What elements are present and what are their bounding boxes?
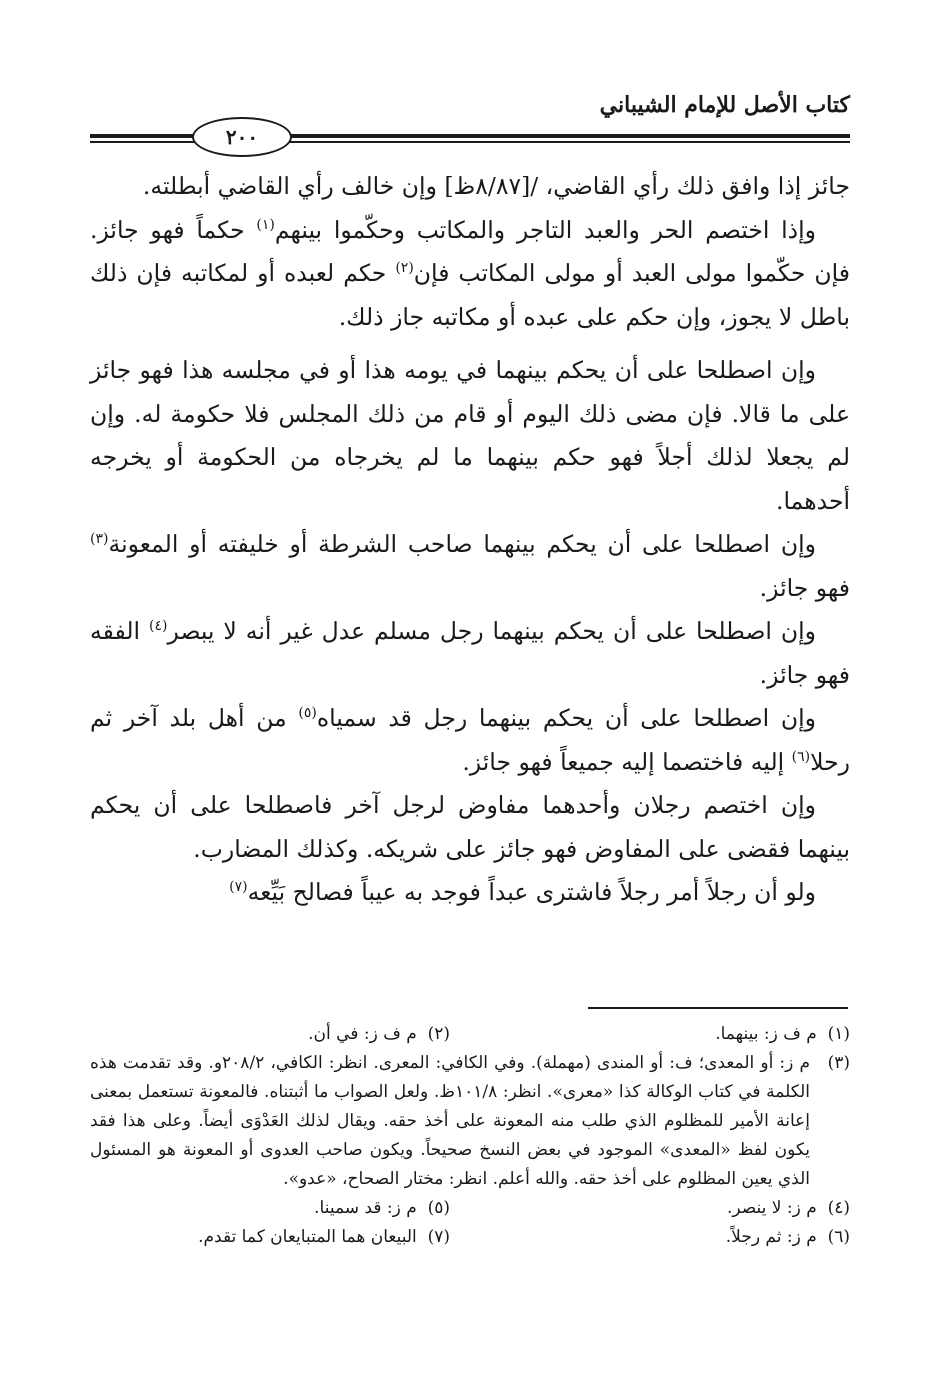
page-number-oval [192, 117, 292, 157]
footnote-text: م ز: أو المعدى؛ ف: أو المندى (مهملة). وفي الكافي: المعرى. انظر: الكافي، ٢٠٨/٢و. وقد تقدمت هذه الكلمة في كتاب الوكالة كذا «معرى». انظر: ١٠١/٨ظ. ولعل الصواب ما أثبتناه. فالمعونة تستعمل بمعنى إعانة الأمير للمظلوم الذي طلب منه المعونة على أخذ حقه. ويقال لذلك العَدْوَى أيضاً. وعلى هذا فقد يكون لفظ «المعدى» الموجود في بعض النسخ صحيحاً. ويكون صاحب العدوى أو المعونة هو المسئول الذي يعين المظلوم على أخذ حقه. والله أعلم. انظر: مختار الصحاح، «عدو». [90, 1053, 810, 1189]
footnote-ref: (١) [256, 216, 275, 233]
paragraph [90, 209, 850, 340]
text-run: فهو جائز. [759, 573, 850, 602]
footnote-7 [198, 1223, 450, 1252]
footnote-number: (٥) [427, 1198, 450, 1218]
paragraph [90, 871, 850, 915]
text-run: وإذا اختصم الحر والعبد التاجر والمكاتب وحكّموا بينهم [274, 215, 817, 244]
text-run: وإن اصطلحا على أن يحكم بينهما رجل مسلم عدل غير أنه لا يبصر [167, 617, 817, 645]
text-run: الفقه فهو جائز. [90, 617, 850, 689]
text-run: وإن اصطلحا على أن يحكم بينهما صاحب الشرطة أو خليفته أو المعونة [108, 530, 816, 558]
paragraph: وإن اصطلحا على أن يحكم بينهما في يومه هذا أو في مجلسه هذا فهو جائز على ما قالا. فإن مضى ذلك اليوم أو قام من ذلك المجلس فلا حكومة له. وإن لم يجعلا لذلك أجلاً فهو حكم بينهما ما لم يخرجاه من الحكومة أو يخرجه أحدهما. [90, 356, 850, 515]
paragraph: جائز إذا وافق ذلك رأي القاضي، /[٨/٨٧ظ] وإن خالف رأي القاضي أبطلته. [142, 172, 850, 200]
paragraph [90, 523, 850, 610]
text-run: من أهل بلد آخر ثم رحلا [90, 704, 850, 776]
footnote-text: م ز: ثم رجلاً. [725, 1227, 817, 1247]
footnote-text: البيعان هما المتبايعان كما تقدم. [198, 1227, 417, 1247]
footnote-6 [726, 1223, 850, 1252]
footnote-separator [588, 1007, 848, 1009]
footnotes [90, 1020, 850, 1252]
paragraph [90, 610, 850, 697]
text-run: ولو أن رجلاً أمر رجلاً فاشترى عبداً فوجد به عيباً فصالح بَيِّعه [247, 878, 816, 906]
text-run: وإن اصطلحا على أن يحكم بينهما رجل قد سمياه [316, 704, 816, 732]
footnote-row [90, 1194, 850, 1223]
footnote-number: (٧) [427, 1227, 450, 1247]
footnote-ref: (٦) [791, 748, 811, 765]
footnote-ref: (٥) [298, 705, 317, 722]
footnote-text: م ز: قد سمينا. [314, 1198, 417, 1218]
footnote-1 [715, 1020, 850, 1049]
text-run: إليه فاختصما إليه جميعاً فهو جائز. [462, 747, 792, 776]
footnote-ref: (٣) [90, 531, 109, 548]
footnote-ref: (٤) [149, 618, 168, 635]
footnote-row [90, 1223, 850, 1252]
footnote-4 [727, 1194, 850, 1223]
paragraph [90, 697, 850, 784]
footnote-ref: (٢) [395, 260, 414, 277]
footnote-number: (٤) [827, 1198, 850, 1218]
paragraph: وإن اختصم رجلان وأحدهما مفاوض لرجل آخر فاصطلحا على أن يحكم بينهما فقضى على المفاوض فهو جائز على شريكه. وكذلك المضارب. [90, 791, 850, 863]
page-header [90, 92, 850, 172]
footnote-2 [308, 1020, 450, 1049]
footnote-number: (٢) [427, 1024, 450, 1044]
footnote-5 [314, 1194, 450, 1223]
footnote-number: (١) [827, 1024, 850, 1044]
footnote-ref: (٧) [229, 879, 248, 896]
footnote-number: (٦) [827, 1227, 850, 1247]
main-text [90, 165, 850, 915]
page-number: ٢٠٠ [225, 125, 259, 149]
text-run: حكم لعبده أو لمكاتبه فإن ذلك باطل لا يجوز، وإن حكم على عبده أو مكاتبه جاز ذلك. [90, 259, 850, 331]
footnote-number: (٣) [827, 1053, 850, 1073]
footnote-row [90, 1020, 850, 1049]
footnote-3 [90, 1049, 850, 1194]
running-title: كتاب الأصل للإمام الشيباني [599, 92, 850, 118]
footnote-text: م ف ز: بينهما. [715, 1024, 817, 1044]
footnote-text: م ف ز: في أن. [308, 1024, 417, 1044]
text-run: حكماً فهو جائز. فإن حكّموا مولى العبد أو مولى المكاتب فإن [90, 215, 850, 287]
footnote-text: م ز: لا ينصر. [727, 1198, 817, 1218]
